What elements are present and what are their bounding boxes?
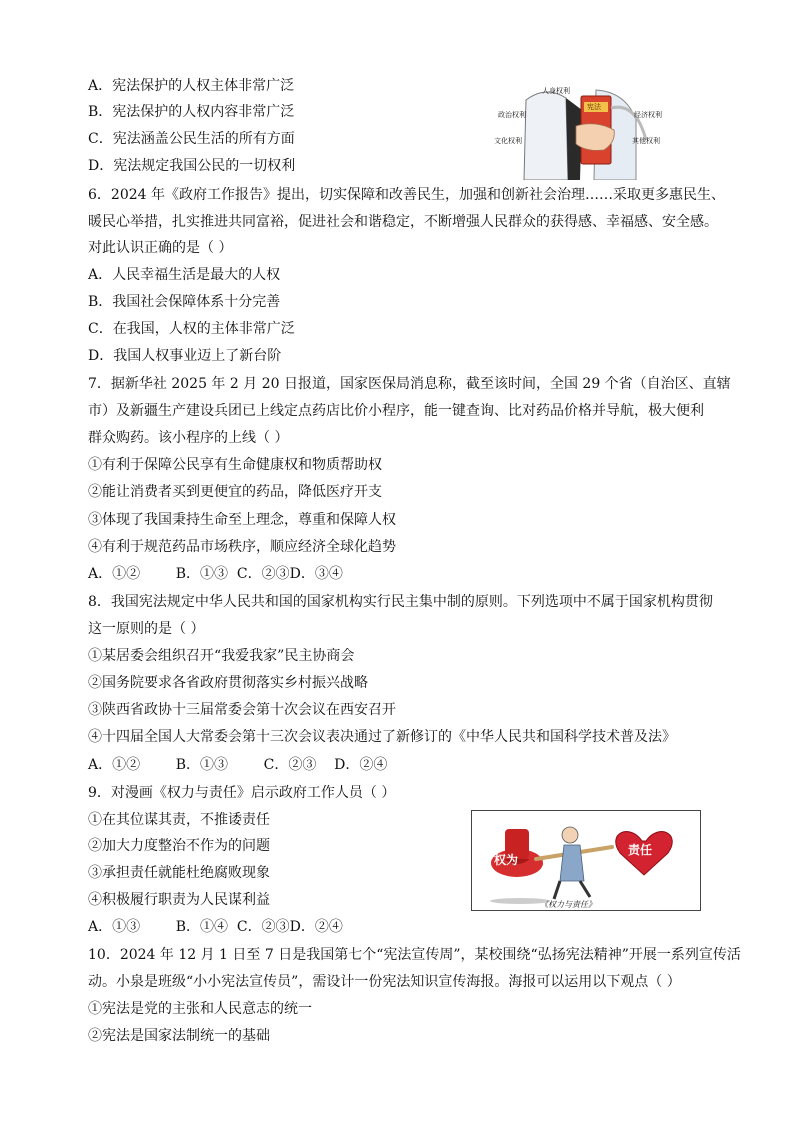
q6-option-a: A．人民幸福生活是最大的人权 [88,267,281,283]
constitution-hand-image [486,80,672,180]
q10-stem-line-1: 10．2024 年 12 月 1 日至 7 日是我国第七个“宪法宣传周”，某校围绕“弘扬宪法精神”开展一系列宣传活 [88,947,741,963]
responsibility-label: 责任 [628,843,653,857]
q10-item-2: ②宪法是国家法制统一的基础 [88,1028,270,1044]
q8-answer-choices: A．①② B．①③ C．②③ D．②④ [88,757,388,773]
q10-stem-line-2: 动。小泉是班级“小小宪法宣传员”，需设计一份宪法知识宣传海报。海报可以运用以下观点（ ） [88,974,681,990]
q5-option-c: C．宪法涵盖公民生活的所有方面 [88,131,295,147]
q7-stem-line-2: 市）及新疆生产建设兵团已上线定点药店比价小程序，能一键查询、比对药品价格并导航，极大便利 [88,403,704,419]
power-responsibility-cartoon [471,810,701,911]
q6-option-c: C．在我国，人权的主体非常广泛 [88,321,295,337]
q9-item-3: ③承担责任就能杜绝腐败现象 [88,865,270,881]
q7-stem-line-1: 7．据新华社 2025 年 2 月 20 日报道，国家医保局消息称，截至该时间，全国 29 个省（自治区、直辖 [88,376,731,392]
q9-item-4: ④积极履行职责为人民谋利益 [88,892,270,908]
label-cultural-rights: 文化权利 [494,137,522,145]
q9-stem: 9．对漫画《权力与责任》启示政府工作人员（ ） [88,785,396,801]
label-political-rights: 政治权利 [498,111,526,119]
q6-stem-line-2: 暖民心举措，扎实推进共同富裕，促进社会和谐稳定，不断增强人民群众的获得感、幸福感、安全感。 [88,214,718,230]
q8-item-2: ②国务院要求各省政府贯彻落实乡村振兴战略 [88,675,368,691]
q10-item-1: ①宪法是党的主张和人民意志的统一 [88,1001,312,1017]
q7-item-1: ①有利于保障公民享有生命健康权和物质帮助权 [88,457,382,473]
q5-option-b: B．宪法保护的人权内容非常广泛 [88,104,295,120]
label-other-rights: 其他权利 [632,137,660,145]
q9-item-1: ①在其位谋其责，不推诿责任 [88,812,270,828]
q8-stem-line-1: 8．我国宪法规定中华人民共和国的国家机构实行民主集中制的原则。下列选项中不属于国家机构贯彻 [88,594,713,610]
label-economic-rights: 经济权利 [634,111,662,119]
cartoon-caption: 《权力与责任》 [540,900,596,909]
q8-item-3: ③陕西省政协十三届常委会第十次会议在西安召开 [88,702,396,718]
label-personal-rights: 人身权利 [542,87,570,95]
q5-option-a: A．宪法保护的人权主体非常广泛 [88,78,295,94]
q7-item-4: ④有利于规范药品市场秩序，顺应经济全球化趋势 [88,539,396,555]
q7-item-2: ②能让消费者买到更便宜的药品，降低医疗开支 [88,484,382,500]
q6-option-d: D．我国人权事业迈上了新台阶 [88,348,282,364]
constitution-illustration [486,80,672,180]
q8-item-1: ①某居委会组织召开“我爱我家”民主协商会 [88,648,355,664]
q9-answer-choices: A．①③ B．①④ C．②③D．②④ [88,919,343,935]
q6-option-b: B．我国社会保障体系十分完善 [88,294,281,310]
constitution-book-label: 宪法 [587,103,601,111]
q6-stem-line-1: 6．2024 年《政府工作报告》提出，切实保障和改善民生，加强和创新社会治理……采取更多惠民生、 [88,187,725,203]
q8-stem-line-2: 这一原则的是（ ） [88,621,205,637]
power-label: 权为 [494,853,519,867]
q8-item-4: ④十四届全国人大常委会第十三次会议表决通过了新修订的《中华人民共和国科学技术普及法》 [88,729,676,745]
q7-item-3: ③体现了我国秉持生命至上理念，尊重和保障人权 [88,512,396,528]
q9-item-2: ②加大力度整治不作为的问题 [88,838,270,854]
q5-option-d: D．宪法规定我国公民的一切权利 [88,158,296,174]
q6-stem-line-3: 对此认识正确的是（ ） [88,240,233,256]
q7-answer-choices: A．①② B．①③ C．②③D．③④ [88,566,343,582]
q7-stem-line-3: 群众购药。该小程序的上线（ ） [88,430,289,446]
